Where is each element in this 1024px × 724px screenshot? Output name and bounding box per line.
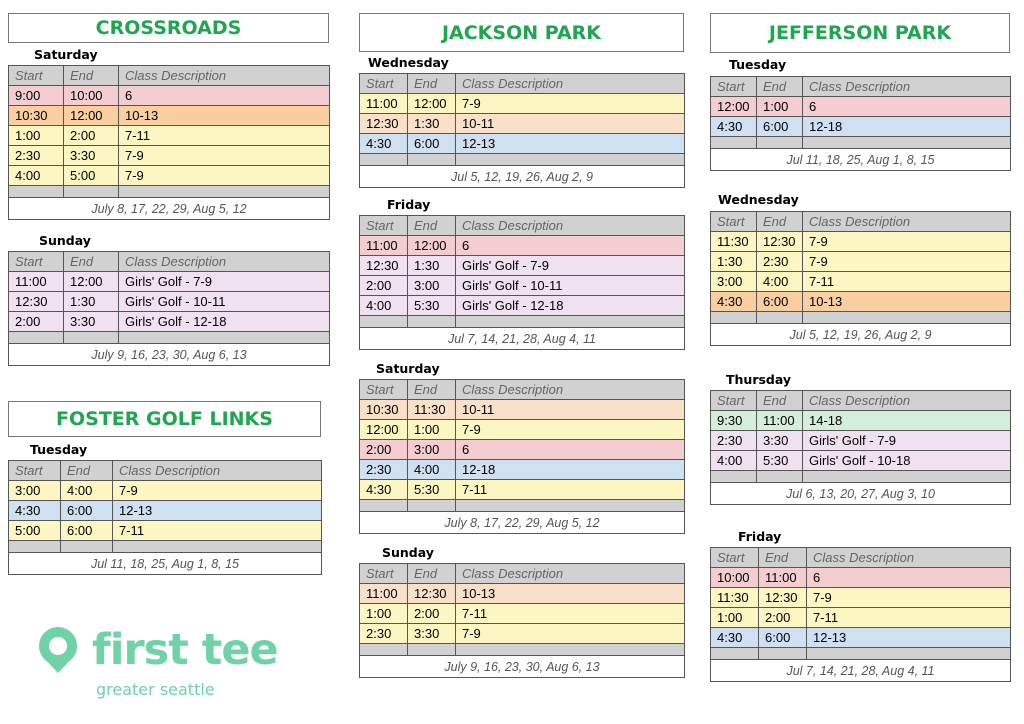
cell-end: 12:30 [759,588,807,608]
cell-desc: 7-11 [456,604,685,624]
golf-pin-logo-icon [34,626,82,674]
cell-desc: 12-13 [456,134,685,154]
day-label: Friday [738,529,782,544]
blank-cell [64,332,119,344]
schedule-table [8,251,330,366]
table-row [9,481,322,501]
cell-start: 1:00 [711,608,759,628]
blank-cell [807,648,1011,660]
cell-start: 2:00 [360,276,408,296]
cell-desc: Girls' Golf - 7-9 [803,431,1011,451]
cell-end: 2:00 [64,126,119,146]
blank-cell [711,648,759,660]
cell-start: 1:00 [360,604,408,624]
blank-cell [711,312,757,324]
cell-end: 3:30 [408,624,456,644]
table-row [360,440,685,460]
schedule-table [359,73,685,188]
cell-end: 11:00 [759,568,807,588]
cell-desc: 10-13 [803,292,1011,312]
table-row [360,94,685,114]
table-row [711,252,1011,272]
cell-start: 1:30 [711,252,757,272]
cell-end: 5:30 [408,480,456,500]
table-row [9,312,330,332]
table-header-row [9,66,330,86]
blank-row [360,316,685,328]
dates-row [360,328,685,350]
table-row [9,272,330,292]
table-row [360,236,685,256]
table-header-row [9,252,330,272]
blank-cell [456,154,685,166]
table-header-row [711,77,1011,97]
cell-desc: 7-9 [456,624,685,644]
schedule-table [8,460,322,575]
cell-end: 3:00 [408,276,456,296]
cell-desc: 7-9 [456,420,685,440]
table-row [711,232,1011,252]
day-label: Friday [387,197,431,212]
blank-cell [456,644,685,656]
cell-start: 4:30 [711,292,757,312]
table-row [9,146,330,166]
cell-desc: 6 [803,97,1011,117]
cell-start: 4:30 [360,480,408,500]
cell-desc: 7-9 [807,588,1011,608]
schedule-table [359,215,685,350]
schedule-table [359,379,685,534]
cell-desc: 7-11 [119,126,330,146]
column-header-desc: Class Description [119,252,330,272]
table-row [9,521,322,541]
cell-end: 11:00 [757,411,803,431]
cell-start: 4:30 [9,501,61,521]
day-label: Thursday [726,372,792,387]
column-header-start: Start [360,74,408,94]
table-row [360,114,685,134]
cell-start: 2:00 [9,312,64,332]
table-row [360,256,685,276]
column-header-end: End [757,212,803,232]
dates-row [9,198,330,220]
table-row [360,296,685,316]
blank-cell [456,500,685,512]
blank-cell [759,648,807,660]
blank-cell [757,471,803,483]
table-row [711,117,1011,137]
table-row [9,166,330,186]
cell-start: 2:30 [9,146,64,166]
cell-desc: Girls' Golf - 10-11 [119,292,330,312]
schedule-table [8,65,330,220]
table-row [9,86,330,106]
blank-cell [757,312,803,324]
dates-row [711,483,1011,505]
session-dates: July 8, 17, 22, 29, Aug 5, 12 [360,512,685,534]
blank-row [360,154,685,166]
dates-row [9,553,322,575]
blank-row [9,332,330,344]
column-header-start: Start [9,461,61,481]
location-title-crossroads: CROSSROADS [8,13,329,43]
cell-desc: 10-11 [456,114,685,134]
session-dates: Jul 6, 13, 20, 27, Aug 3, 10 [711,483,1011,505]
column-header-end: End [408,380,456,400]
cell-end: 6:00 [61,501,113,521]
cell-end: 3:30 [757,431,803,451]
schedule-table [359,563,685,678]
cell-desc: 12-18 [803,117,1011,137]
column-header-end: End [757,77,803,97]
table-row [360,480,685,500]
cell-end: 12:00 [64,106,119,126]
blank-row [360,644,685,656]
schedule-table [710,76,1011,171]
session-dates: Jul 7, 14, 21, 28, Aug 4, 11 [711,660,1011,682]
blank-cell [9,541,61,553]
blank-cell [64,186,119,198]
cell-start: 12:30 [9,292,64,312]
table-row [9,106,330,126]
schedule-table [710,211,1011,346]
cell-desc: 7-9 [803,232,1011,252]
cell-end: 1:00 [408,420,456,440]
table-row [360,460,685,480]
cell-end: 6:00 [408,134,456,154]
column-header-desc: Class Description [803,212,1011,232]
blank-cell [456,316,685,328]
table-header-row [711,212,1011,232]
column-header-end: End [408,564,456,584]
session-dates: July 9, 16, 23, 30, Aug 6, 13 [9,344,330,366]
table-row [9,501,322,521]
day-label: Sunday [382,545,434,560]
cell-desc: Girls' Golf - 12-18 [456,296,685,316]
column-header-desc: Class Description [456,216,685,236]
cell-desc: Girls' Golf - 12-18 [119,312,330,332]
table-row [711,431,1011,451]
cell-end: 6:00 [759,628,807,648]
blank-cell [803,137,1011,149]
cell-start: 11:00 [360,236,408,256]
cell-desc: Girls' Golf - 10-11 [456,276,685,296]
cell-end: 1:30 [408,114,456,134]
dates-row [9,344,330,366]
blank-cell [803,312,1011,324]
blank-row [711,312,1011,324]
cell-start: 11:00 [360,94,408,114]
day-label: Tuesday [30,442,88,457]
cell-start: 11:00 [360,584,408,604]
table-row [711,451,1011,471]
cell-end: 12:00 [64,272,119,292]
cell-start: 2:30 [711,431,757,451]
cell-end: 12:30 [408,584,456,604]
cell-start: 2:30 [360,624,408,644]
blank-cell [360,644,408,656]
blank-row [711,471,1011,483]
dates-row [711,149,1011,171]
cell-end: 4:00 [757,272,803,292]
cell-start: 1:00 [9,126,64,146]
cell-end: 6:00 [61,521,113,541]
blank-cell [119,186,330,198]
session-dates: July 8, 17, 22, 29, Aug 5, 12 [9,198,330,220]
cell-start: 9:00 [9,86,64,106]
column-header-desc: Class Description [803,77,1011,97]
blank-cell [803,471,1011,483]
session-dates: Jul 11, 18, 25, Aug 1, 8, 15 [711,149,1011,171]
dates-row [360,166,685,188]
table-row [360,276,685,296]
cell-end: 5:30 [757,451,803,471]
table-row [360,134,685,154]
table-row [711,568,1011,588]
session-dates: Jul 11, 18, 25, Aug 1, 8, 15 [9,553,322,575]
blank-row [9,186,330,198]
cell-desc: 6 [807,568,1011,588]
cell-desc: 14-18 [803,411,1011,431]
column-header-end: End [61,461,113,481]
column-header-start: Start [711,212,757,232]
column-header-end: End [757,391,803,411]
cell-start: 10:30 [360,400,408,420]
cell-end: 10:00 [64,86,119,106]
day-label: Wednesday [718,192,799,207]
blank-row [9,541,322,553]
cell-end: 3:00 [408,440,456,460]
cell-end: 1:30 [64,292,119,312]
cell-desc: Girls' Golf - 7-9 [456,256,685,276]
column-header-end: End [759,548,807,568]
dates-row [360,656,685,678]
cell-start: 11:00 [9,272,64,292]
cell-start: 2:00 [360,440,408,460]
column-header-desc: Class Description [456,380,685,400]
dates-row [711,660,1011,682]
cell-start: 4:00 [9,166,64,186]
cell-end: 2:00 [759,608,807,628]
table-header-row [360,216,685,236]
column-header-desc: Class Description [456,564,685,584]
day-label: Saturday [34,47,98,62]
schedule-table [710,547,1011,682]
cell-desc: 7-9 [119,146,330,166]
session-dates: Jul 5, 12, 19, 26, Aug 2, 9 [711,324,1011,346]
table-row [711,411,1011,431]
cell-start: 4:30 [711,117,757,137]
table-row [711,97,1011,117]
column-header-desc: Class Description [807,548,1011,568]
table-row [360,624,685,644]
cell-end: 4:00 [408,460,456,480]
day-label: Sunday [39,233,91,248]
location-title-jefferson: JEFFERSON PARK [710,13,1010,53]
column-header-desc: Class Description [119,66,330,86]
cell-desc: 6 [456,236,685,256]
schedule-table [710,390,1011,505]
cell-start: 4:30 [360,134,408,154]
column-header-start: Start [360,216,408,236]
session-dates: Jul 5, 12, 19, 26, Aug 2, 9 [360,166,685,188]
table-header-row [360,380,685,400]
blank-cell [408,644,456,656]
column-header-start: Start [711,548,759,568]
session-dates: Jul 7, 14, 21, 28, Aug 4, 11 [360,328,685,350]
cell-end: 6:00 [757,117,803,137]
cell-desc: 7-11 [456,480,685,500]
cell-start: 10:30 [9,106,64,126]
blank-cell [9,332,64,344]
cell-start: 10:00 [711,568,759,588]
blank-cell [119,332,330,344]
cell-start: 11:30 [711,232,757,252]
table-header-row [360,564,685,584]
dates-row [360,512,685,534]
cell-desc: 6 [119,86,330,106]
day-label: Tuesday [729,57,787,72]
cell-start: 9:30 [711,411,757,431]
cell-start: 4:00 [711,451,757,471]
cell-end: 6:00 [757,292,803,312]
table-row [9,292,330,312]
cell-end: 12:00 [408,94,456,114]
cell-end: 2:00 [408,604,456,624]
cell-desc: Girls' Golf - 7-9 [119,272,330,292]
cell-desc: 7-9 [113,481,322,501]
cell-end: 2:30 [757,252,803,272]
blank-cell [408,316,456,328]
blank-cell [113,541,322,553]
blank-cell [61,541,113,553]
table-row [360,400,685,420]
blank-cell [360,154,408,166]
table-row [360,584,685,604]
column-header-start: Start [360,380,408,400]
cell-start: 3:00 [9,481,61,501]
table-row [9,126,330,146]
cell-desc: 6 [456,440,685,460]
cell-start: 2:30 [360,460,408,480]
column-header-end: End [64,66,119,86]
cell-end: 1:30 [408,256,456,276]
cell-start: 12:30 [360,114,408,134]
cell-end: 3:30 [64,312,119,332]
cell-end: 5:30 [408,296,456,316]
table-header-row [360,74,685,94]
blank-row [711,137,1011,149]
blank-cell [360,316,408,328]
column-header-end: End [408,216,456,236]
column-header-desc: Class Description [113,461,322,481]
cell-end: 5:00 [64,166,119,186]
cell-desc: 7-11 [803,272,1011,292]
location-title-foster: FOSTER GOLF LINKS [8,401,321,437]
table-row [711,292,1011,312]
cell-end: 12:00 [408,236,456,256]
cell-desc: 10-13 [456,584,685,604]
table-row [711,588,1011,608]
cell-end: 3:30 [64,146,119,166]
blank-cell [757,137,803,149]
cell-end: 11:30 [408,400,456,420]
cell-end: 12:30 [757,232,803,252]
day-label: Saturday [376,361,440,376]
table-header-row [711,391,1011,411]
cell-desc: 10-13 [119,106,330,126]
logo-wordmark: first tee [92,625,278,675]
cell-desc: 7-9 [119,166,330,186]
table-header-row [9,461,322,481]
column-header-desc: Class Description [456,74,685,94]
column-header-start: Start [360,564,408,584]
cell-desc: 7-9 [456,94,685,114]
cell-start: 3:00 [711,272,757,292]
cell-desc: 7-9 [803,252,1011,272]
blank-cell [360,500,408,512]
cell-start: 12:00 [360,420,408,440]
cell-desc: 12-13 [113,501,322,521]
cell-start: 4:00 [360,296,408,316]
blank-row [360,500,685,512]
cell-end: 1:00 [757,97,803,117]
column-header-end: End [64,252,119,272]
table-row [711,608,1011,628]
cell-start: 5:00 [9,521,61,541]
column-header-start: Start [711,77,757,97]
cell-desc: 7-11 [113,521,322,541]
column-header-start: Start [9,66,64,86]
table-row [711,628,1011,648]
cell-desc: Girls' Golf - 10-18 [803,451,1011,471]
dates-row [711,324,1011,346]
blank-cell [9,186,64,198]
cell-end: 4:00 [61,481,113,501]
cell-start: 12:30 [360,256,408,276]
table-row [360,420,685,440]
session-dates: July 9, 16, 23, 30, Aug 6, 13 [360,656,685,678]
location-title-jackson: JACKSON PARK [359,13,684,52]
blank-cell [408,154,456,166]
cell-desc: 12-13 [807,628,1011,648]
cell-desc: 7-11 [807,608,1011,628]
table-row [711,272,1011,292]
cell-desc: 12-18 [456,460,685,480]
cell-start: 12:00 [711,97,757,117]
logo-subtitle: greater seattle [96,680,215,699]
day-label: Wednesday [368,55,449,70]
blank-row [711,648,1011,660]
column-header-start: Start [711,391,757,411]
blank-cell [711,137,757,149]
column-header-end: End [408,74,456,94]
table-header-row [711,548,1011,568]
blank-cell [711,471,757,483]
cell-start: 11:30 [711,588,759,608]
table-row [360,604,685,624]
blank-cell [408,500,456,512]
column-header-start: Start [9,252,64,272]
column-header-desc: Class Description [803,391,1011,411]
cell-desc: 10-11 [456,400,685,420]
cell-start: 4:30 [711,628,759,648]
